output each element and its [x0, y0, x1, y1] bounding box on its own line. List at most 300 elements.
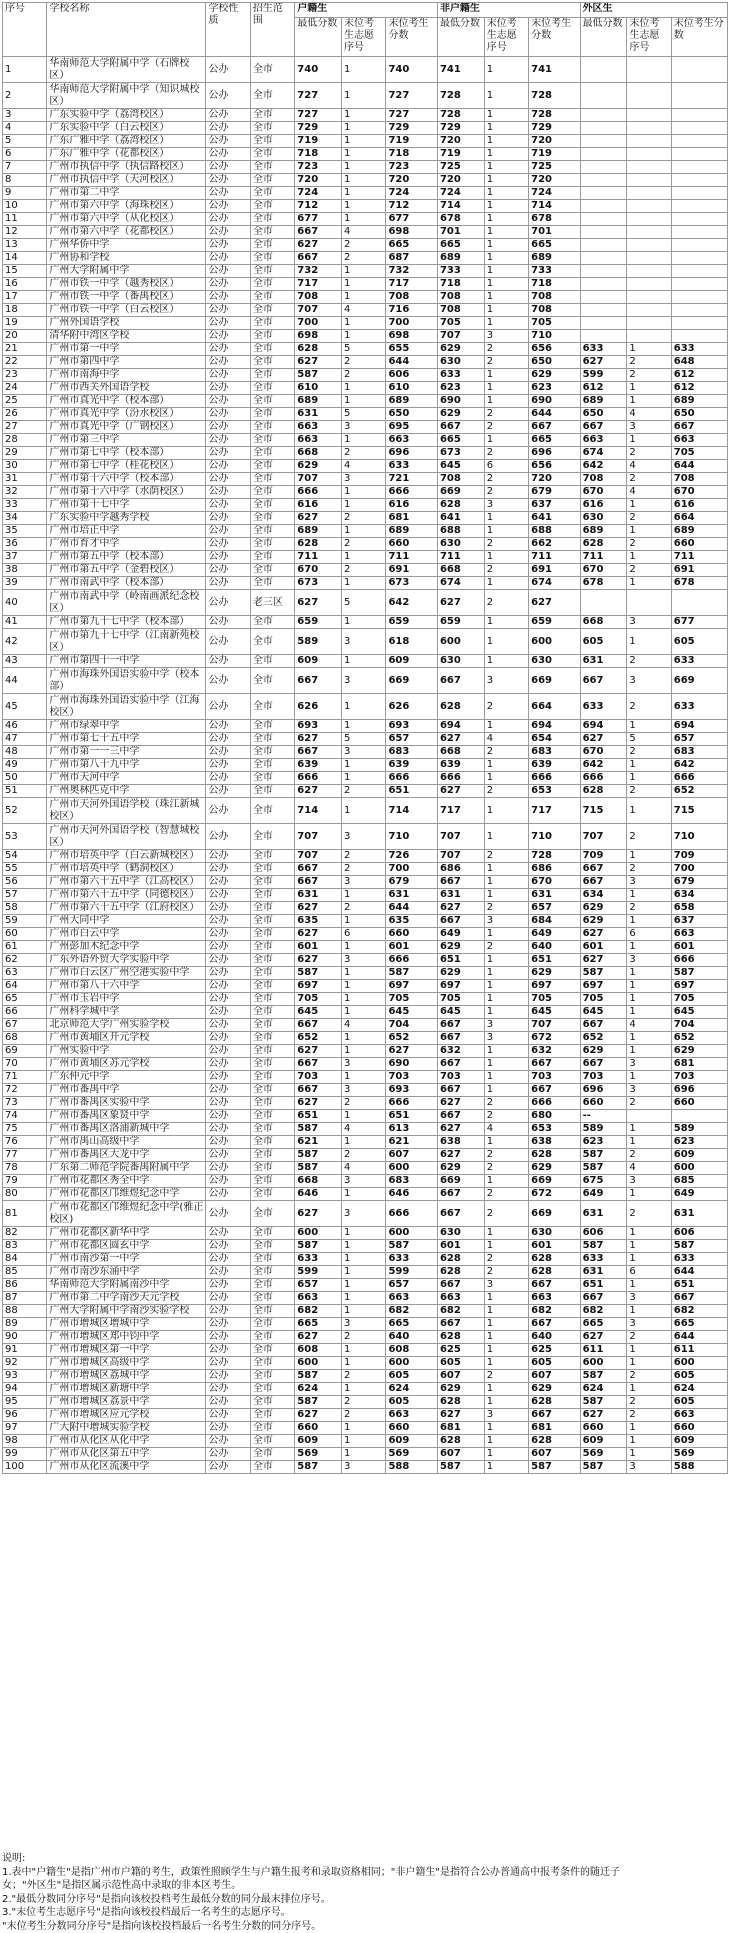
- cell-seq: 1: [3, 57, 47, 83]
- cell-hukou-last: 646: [386, 1188, 437, 1201]
- cell-nonhukou-min: 628: [437, 1435, 484, 1448]
- cell-nonhukou-last: 659: [529, 616, 580, 629]
- table-row: [3, 564, 728, 577]
- cell-hukou-seq: 1: [342, 655, 386, 668]
- cell-outside-last: 637: [671, 915, 727, 928]
- cell-nature: 公办: [206, 915, 250, 928]
- cell-hukou-seq: 5: [342, 343, 386, 356]
- cell-outside-last: [671, 226, 727, 239]
- cell-hukou-last: 691: [386, 564, 437, 577]
- cell-nonhukou-min: 708: [437, 304, 484, 317]
- cell-nonhukou-last: 629: [529, 1162, 580, 1175]
- cell-nonhukou-last: 631: [529, 889, 580, 902]
- cell-hukou-last: 652: [386, 1032, 437, 1045]
- cell-hukou-seq: 2: [342, 369, 386, 382]
- cell-hukou-last: 697: [386, 980, 437, 993]
- cell-school: 广州市铁一中学（越秀校区）: [47, 278, 206, 291]
- cell-hukou-last: 601: [386, 941, 437, 954]
- cell-hukou-min: 600: [295, 1227, 342, 1240]
- cell-hukou-seq: 1: [342, 1071, 386, 1084]
- cell-nonhukou-last: 690: [529, 395, 580, 408]
- cell-hukou-last: 587: [386, 967, 437, 980]
- cell-range: 全市: [250, 1305, 294, 1318]
- cell-hukou-seq: 1: [342, 1045, 386, 1058]
- cell-nature: 公办: [206, 1331, 250, 1344]
- cell-hukou-min: 629: [295, 460, 342, 473]
- cell-hukou-min: 707: [295, 824, 342, 850]
- cell-range: 全市: [250, 278, 294, 291]
- cell-hukou-min: 627: [295, 356, 342, 369]
- cell-outside-min: 587: [580, 1461, 627, 1474]
- cell-seq: 11: [3, 213, 47, 226]
- cell-nonhukou-seq: 1: [484, 928, 528, 941]
- cell-outside-last: 705: [671, 993, 727, 1006]
- cell-seq: 71: [3, 1071, 47, 1084]
- cell-hukou-seq: 1: [342, 772, 386, 785]
- table-row: [3, 1292, 728, 1305]
- cell-nonhukou-last: 656: [529, 460, 580, 473]
- cell-outside-last: 644: [671, 1331, 727, 1344]
- cell-hukou-seq: 2: [342, 1331, 386, 1344]
- header-last-score: 末位考生分数: [529, 18, 580, 57]
- cell-hukou-seq: 1: [342, 1006, 386, 1019]
- cell-seq: 15: [3, 265, 47, 278]
- note-line: 1.表中"户籍生"是指广州市户籍的考生，政策性照顾学生与户籍生报考和录取资格相同；"非户籍生"是指符合公办普通高中报考条件的随迁子: [2, 1866, 728, 1880]
- cell-nonhukou-min: 627: [437, 785, 484, 798]
- table-row: [3, 1448, 728, 1461]
- cell-nonhukou-seq: 1: [484, 655, 528, 668]
- cell-nature: 公办: [206, 941, 250, 954]
- cell-nonhukou-min: 627: [437, 902, 484, 915]
- cell-nonhukou-seq: 2: [484, 590, 528, 616]
- cell-nonhukou-seq: 1: [484, 1448, 528, 1461]
- table-row: [3, 83, 728, 109]
- cell-outside-min: 628: [580, 785, 627, 798]
- cell-seq: 73: [3, 1097, 47, 1110]
- table-row: [3, 369, 728, 382]
- table-row: [3, 1344, 728, 1357]
- cell-school: 华南师范大学附属中学（知识城校区）: [47, 83, 206, 109]
- cell-hukou-last: 588: [386, 1461, 437, 1474]
- cell-school: 广州市第七中学（校本部）: [47, 447, 206, 460]
- cell-outside-last: [671, 174, 727, 187]
- cell-seq: 19: [3, 317, 47, 330]
- cell-seq: 47: [3, 733, 47, 746]
- cell-hukou-min: 587: [295, 967, 342, 980]
- cell-outside-min: [580, 265, 627, 278]
- cell-nonhukou-seq: 1: [484, 629, 528, 655]
- cell-school: 广州市执信中学（执信路校区）: [47, 161, 206, 174]
- cell-hukou-min: 670: [295, 564, 342, 577]
- cell-hukou-seq: 5: [342, 590, 386, 616]
- cell-seq: 78: [3, 1162, 47, 1175]
- cell-seq: 2: [3, 83, 47, 109]
- cell-nonhukou-min: 627: [437, 733, 484, 746]
- cell-seq: 59: [3, 915, 47, 928]
- cell-school: 广州市第二中学南沙天元学校: [47, 1292, 206, 1305]
- cell-range: 全市: [250, 1448, 294, 1461]
- cell-hukou-min: 587: [295, 1123, 342, 1136]
- cell-outside-last: 612: [671, 369, 727, 382]
- cell-outside-min: [580, 590, 627, 616]
- cell-school: 广州华侨中学: [47, 239, 206, 252]
- cell-seq: 30: [3, 460, 47, 473]
- cell-nonhukou-min: 663: [437, 1292, 484, 1305]
- cell-range: 全市: [250, 343, 294, 356]
- cell-outside-seq: [627, 213, 671, 226]
- cell-nonhukou-last: 669: [529, 668, 580, 694]
- cell-hukou-last: 703: [386, 1071, 437, 1084]
- cell-hukou-min: 663: [295, 421, 342, 434]
- cell-nonhukou-seq: 1: [484, 993, 528, 1006]
- cell-outside-seq: 1: [627, 1240, 671, 1253]
- cell-nonhukou-last: 667: [529, 421, 580, 434]
- cell-outside-min: 628: [580, 538, 627, 551]
- cell-school: 广东仲元中学: [47, 1071, 206, 1084]
- cell-hukou-last: 610: [386, 382, 437, 395]
- cell-hukou-last: 666: [386, 954, 437, 967]
- cell-seq: 45: [3, 694, 47, 720]
- cell-nature: 公办: [206, 1396, 250, 1409]
- cell-outside-min: 663: [580, 434, 627, 447]
- cell-nonhukou-min: 605: [437, 1357, 484, 1370]
- table-row: [3, 1240, 728, 1253]
- cell-nonhukou-last: 683: [529, 746, 580, 759]
- cell-range: 全市: [250, 538, 294, 551]
- cell-nonhukou-seq: 1: [484, 1318, 528, 1331]
- table-row: [3, 551, 728, 564]
- cell-nonhukou-seq: 4: [484, 733, 528, 746]
- cell-nonhukou-last: 688: [529, 525, 580, 538]
- cell-nonhukou-last: 638: [529, 1136, 580, 1149]
- table-row: [3, 525, 728, 538]
- table-row: [3, 759, 728, 772]
- cell-nonhukou-seq: 1: [484, 161, 528, 174]
- cell-outside-min: 633: [580, 694, 627, 720]
- cell-nonhukou-seq: 1: [484, 1422, 528, 1435]
- cell-hukou-min: 665: [295, 1318, 342, 1331]
- cell-hukou-seq: 3: [342, 746, 386, 759]
- cell-outside-min: 587: [580, 1162, 627, 1175]
- cell-nature: 公办: [206, 395, 250, 408]
- cell-nonhukou-seq: 2: [484, 1370, 528, 1383]
- cell-nonhukou-seq: 1: [484, 551, 528, 564]
- cell-hukou-seq: 1: [342, 330, 386, 343]
- cell-hukou-last: 727: [386, 83, 437, 109]
- cell-hukou-seq: 5: [342, 733, 386, 746]
- cell-nonhukou-min: 628: [437, 1396, 484, 1409]
- cell-hukou-last: 740: [386, 57, 437, 83]
- cell-nature: 公办: [206, 369, 250, 382]
- cell-nonhukou-min: 600: [437, 629, 484, 655]
- cell-outside-seq: [627, 330, 671, 343]
- cell-hukou-last: 626: [386, 694, 437, 720]
- cell-outside-seq: [627, 187, 671, 200]
- cell-nonhukou-seq: 2: [484, 1188, 528, 1201]
- cell-range: 全市: [250, 1422, 294, 1435]
- cell-seq: 57: [3, 889, 47, 902]
- cell-outside-min: 600: [580, 1357, 627, 1370]
- cell-outside-min: 633: [580, 1253, 627, 1266]
- cell-hukou-seq: 1: [342, 278, 386, 291]
- cell-outside-last: [671, 304, 727, 317]
- cell-school: 广州市第三中学: [47, 434, 206, 447]
- cell-range: 全市: [250, 928, 294, 941]
- cell-seq: 83: [3, 1240, 47, 1253]
- cell-outside-last: 705: [671, 447, 727, 460]
- cell-hukou-seq: 1: [342, 291, 386, 304]
- cell-outside-last: 631: [671, 1201, 727, 1227]
- cell-nonhukou-last: 623: [529, 382, 580, 395]
- cell-nature: 公办: [206, 356, 250, 369]
- cell-nature: 公办: [206, 1253, 250, 1266]
- cell-hukou-last: 689: [386, 395, 437, 408]
- table-row: [3, 993, 728, 1006]
- header-last-score: 末位考生分数: [671, 18, 727, 57]
- cell-range: 全市: [250, 551, 294, 564]
- cell-outside-last: 629: [671, 1045, 727, 1058]
- cell-hukou-last: 633: [386, 1253, 437, 1266]
- cell-nonhukou-seq: 1: [484, 122, 528, 135]
- cell-range: 全市: [250, 1006, 294, 1019]
- cell-outside-last: 689: [671, 395, 727, 408]
- cell-nonhukou-seq: 1: [484, 291, 528, 304]
- cell-outside-last: 669: [671, 668, 727, 694]
- cell-school: 广州市增城区郑中钧中学: [47, 1331, 206, 1344]
- cell-outside-last: 663: [671, 928, 727, 941]
- table-row: [3, 1279, 728, 1292]
- cell-hukou-seq: 1: [342, 187, 386, 200]
- cell-nonhukou-min: 629: [437, 967, 484, 980]
- cell-nonhukou-last: 605: [529, 1357, 580, 1370]
- cell-outside-seq: 1: [627, 1045, 671, 1058]
- cell-outside-last: [671, 252, 727, 265]
- cell-hukou-last: 609: [386, 1435, 437, 1448]
- table-row: [3, 1123, 728, 1136]
- cell-outside-last: 644: [671, 460, 727, 473]
- cell-nonhukou-min: 629: [437, 343, 484, 356]
- cell-range: 全市: [250, 239, 294, 252]
- cell-outside-seq: [627, 304, 671, 317]
- cell-nonhukou-seq: 1: [484, 317, 528, 330]
- cell-nonhukou-seq: 1: [484, 577, 528, 590]
- cell-school: 广州市天河中学: [47, 772, 206, 785]
- cell-nonhukou-seq: 2: [484, 1253, 528, 1266]
- table-row: [3, 356, 728, 369]
- cell-hukou-last: 605: [386, 1370, 437, 1383]
- cell-hukou-seq: 1: [342, 122, 386, 135]
- cell-outside-min: 670: [580, 746, 627, 759]
- cell-range: 全市: [250, 1292, 294, 1305]
- cell-nonhukou-min: 720: [437, 174, 484, 187]
- cell-nature: 公办: [206, 1357, 250, 1370]
- cell-nature: 公办: [206, 746, 250, 759]
- cell-range: 全市: [250, 408, 294, 421]
- cell-nonhukou-seq: 2: [484, 447, 528, 460]
- cell-hukou-seq: 1: [342, 1032, 386, 1045]
- cell-seq: 38: [3, 564, 47, 577]
- cell-nonhukou-seq: 1: [484, 512, 528, 525]
- cell-nonhukou-seq: 1: [484, 772, 528, 785]
- cell-nonhukou-seq: 1: [484, 83, 528, 109]
- cell-hukou-min: 723: [295, 161, 342, 174]
- cell-school: 广州市培英中学（白云新城校区）: [47, 850, 206, 863]
- cell-seq: 25: [3, 395, 47, 408]
- cell-nonhukou-min: 623: [437, 382, 484, 395]
- cell-outside-last: 678: [671, 577, 727, 590]
- cell-nature: 公办: [206, 109, 250, 122]
- cell-nonhukou-last: 694: [529, 720, 580, 733]
- cell-seq: 62: [3, 954, 47, 967]
- cell-seq: 24: [3, 382, 47, 395]
- cell-range: 全市: [250, 1188, 294, 1201]
- cell-seq: 55: [3, 863, 47, 876]
- cell-nonhukou-last: 607: [529, 1448, 580, 1461]
- cell-hukou-last: 698: [386, 330, 437, 343]
- cell-outside-min: 678: [580, 577, 627, 590]
- header-last-score: 末位考生分数: [386, 18, 437, 57]
- cell-nonhukou-min: 659: [437, 616, 484, 629]
- cell-nature: 公办: [206, 486, 250, 499]
- cell-hukou-seq: 1: [342, 1344, 386, 1357]
- cell-school: 广州市西关外国语学校: [47, 382, 206, 395]
- cell-outside-last: 634: [671, 889, 727, 902]
- cell-range: 全市: [250, 863, 294, 876]
- cell-nonhukou-seq: 1: [484, 1396, 528, 1409]
- cell-hukou-last: 724: [386, 187, 437, 200]
- cell-seq: 41: [3, 616, 47, 629]
- cell-nonhukou-seq: 1: [484, 200, 528, 213]
- cell-outside-seq: [627, 252, 671, 265]
- cell-school: 广州市第五中学（校本部）: [47, 551, 206, 564]
- cell-outside-min: 667: [580, 1292, 627, 1305]
- cell-nature: 公办: [206, 135, 250, 148]
- cell-hukou-seq: 4: [342, 304, 386, 317]
- header-range: 招生范围: [250, 3, 294, 57]
- cell-hukou-min: 645: [295, 1006, 342, 1019]
- cell-hukou-last: 639: [386, 759, 437, 772]
- cell-school: 广州大同中学: [47, 915, 206, 928]
- cell-hukou-last: 600: [386, 1227, 437, 1240]
- cell-nonhukou-last: 682: [529, 1305, 580, 1318]
- cell-hukou-seq: 1: [342, 486, 386, 499]
- cell-nonhukou-last: 653: [529, 1123, 580, 1136]
- cell-nonhukou-min: 667: [437, 1084, 484, 1097]
- cell-outside-seq: [627, 590, 671, 616]
- table-row: [3, 187, 728, 200]
- cell-outside-last: 649: [671, 1188, 727, 1201]
- cell-outside-min: 667: [580, 1019, 627, 1032]
- cell-outside-min: [580, 135, 627, 148]
- cell-nonhukou-last: 665: [529, 239, 580, 252]
- cell-outside-last: 652: [671, 1032, 727, 1045]
- cell-seq: 12: [3, 226, 47, 239]
- cell-nonhukou-min: 630: [437, 538, 484, 551]
- table-row: [3, 889, 728, 902]
- cell-outside-min: 675: [580, 1175, 627, 1188]
- cell-range: 全市: [250, 135, 294, 148]
- cell-nonhukou-min: 711: [437, 551, 484, 564]
- cell-outside-min: [580, 57, 627, 83]
- table-row: [3, 629, 728, 655]
- cell-nature: 公办: [206, 304, 250, 317]
- cell-hukou-min: 651: [295, 1110, 342, 1123]
- cell-hukou-last: 727: [386, 109, 437, 122]
- cell-outside-seq: [627, 135, 671, 148]
- cell-nonhukou-last: 733: [529, 265, 580, 278]
- cell-outside-min: 631: [580, 1266, 627, 1279]
- cell-nonhukou-min: 627: [437, 1149, 484, 1162]
- cell-hukou-seq: 2: [342, 863, 386, 876]
- cell-outside-seq: 1: [627, 1383, 671, 1396]
- cell-school: 广东第二师范学院番禺附属中学: [47, 1162, 206, 1175]
- cell-nonhukou-last: 689: [529, 252, 580, 265]
- cell-hukou-min: 627: [295, 733, 342, 746]
- cell-range: 全市: [250, 1071, 294, 1084]
- cell-nonhukou-min: 627: [437, 1409, 484, 1422]
- cell-school: 广州大学附属中学南沙实验学校: [47, 1305, 206, 1318]
- cell-outside-min: [580, 252, 627, 265]
- cell-hukou-last: 690: [386, 1058, 437, 1071]
- cell-outside-seq: 1: [627, 993, 671, 1006]
- cell-hukou-seq: 1: [342, 434, 386, 447]
- cell-school: 广州市南武中学（校本部）: [47, 577, 206, 590]
- cell-seq: 85: [3, 1266, 47, 1279]
- cell-range: 全市: [250, 148, 294, 161]
- cell-nature: 公办: [206, 785, 250, 798]
- cell-range: 全市: [250, 1357, 294, 1370]
- cell-range: 全市: [250, 1019, 294, 1032]
- cell-nonhukou-last: 720: [529, 135, 580, 148]
- cell-hukou-last: 669: [386, 668, 437, 694]
- cell-outside-seq: 4: [627, 1019, 671, 1032]
- cell-nonhukou-min: 645: [437, 1006, 484, 1019]
- cell-hukou-last: 569: [386, 1448, 437, 1461]
- note-line: "末位考生分数同分序号"是指向该校投档最后一名考生分数的同分序号。: [2, 1920, 728, 1933]
- cell-outside-seq: 3: [627, 876, 671, 889]
- cell-range: 全市: [250, 1396, 294, 1409]
- table-row: [3, 460, 728, 473]
- table-row: [3, 876, 728, 889]
- cell-nature: 公办: [206, 161, 250, 174]
- cell-nature: 公办: [206, 57, 250, 83]
- cell-nature: 公办: [206, 252, 250, 265]
- note-line: 说明:: [2, 1852, 728, 1866]
- cell-school: 广州奥林匹克中学: [47, 785, 206, 798]
- cell-hukou-min: 689: [295, 525, 342, 538]
- cell-hukou-seq: 1: [342, 317, 386, 330]
- cell-nonhukou-min: 667: [437, 1279, 484, 1292]
- cell-school: 广州市真光中学（广钢校区）: [47, 421, 206, 434]
- table-row: [3, 486, 728, 499]
- cell-outside-min: [580, 239, 627, 252]
- table-row: [3, 668, 728, 694]
- cell-range: 全市: [250, 317, 294, 330]
- cell-nonhukou-seq: 2: [484, 902, 528, 915]
- cell-range: 全市: [250, 759, 294, 772]
- cell-nature: 公办: [206, 1110, 250, 1123]
- cell-hukou-last: 659: [386, 616, 437, 629]
- cell-school: 广州市增城区荔城中学: [47, 1370, 206, 1383]
- cell-nonhukou-seq: 1: [484, 1357, 528, 1370]
- table-row: [3, 655, 728, 668]
- cell-nature: 公办: [206, 655, 250, 668]
- cell-nonhukou-min: 678: [437, 213, 484, 226]
- cell-nonhukou-seq: 1: [484, 252, 528, 265]
- cell-nonhukou-min: 667: [437, 1019, 484, 1032]
- cell-nature: 公办: [206, 473, 250, 486]
- cell-nonhukou-seq: 1: [484, 434, 528, 447]
